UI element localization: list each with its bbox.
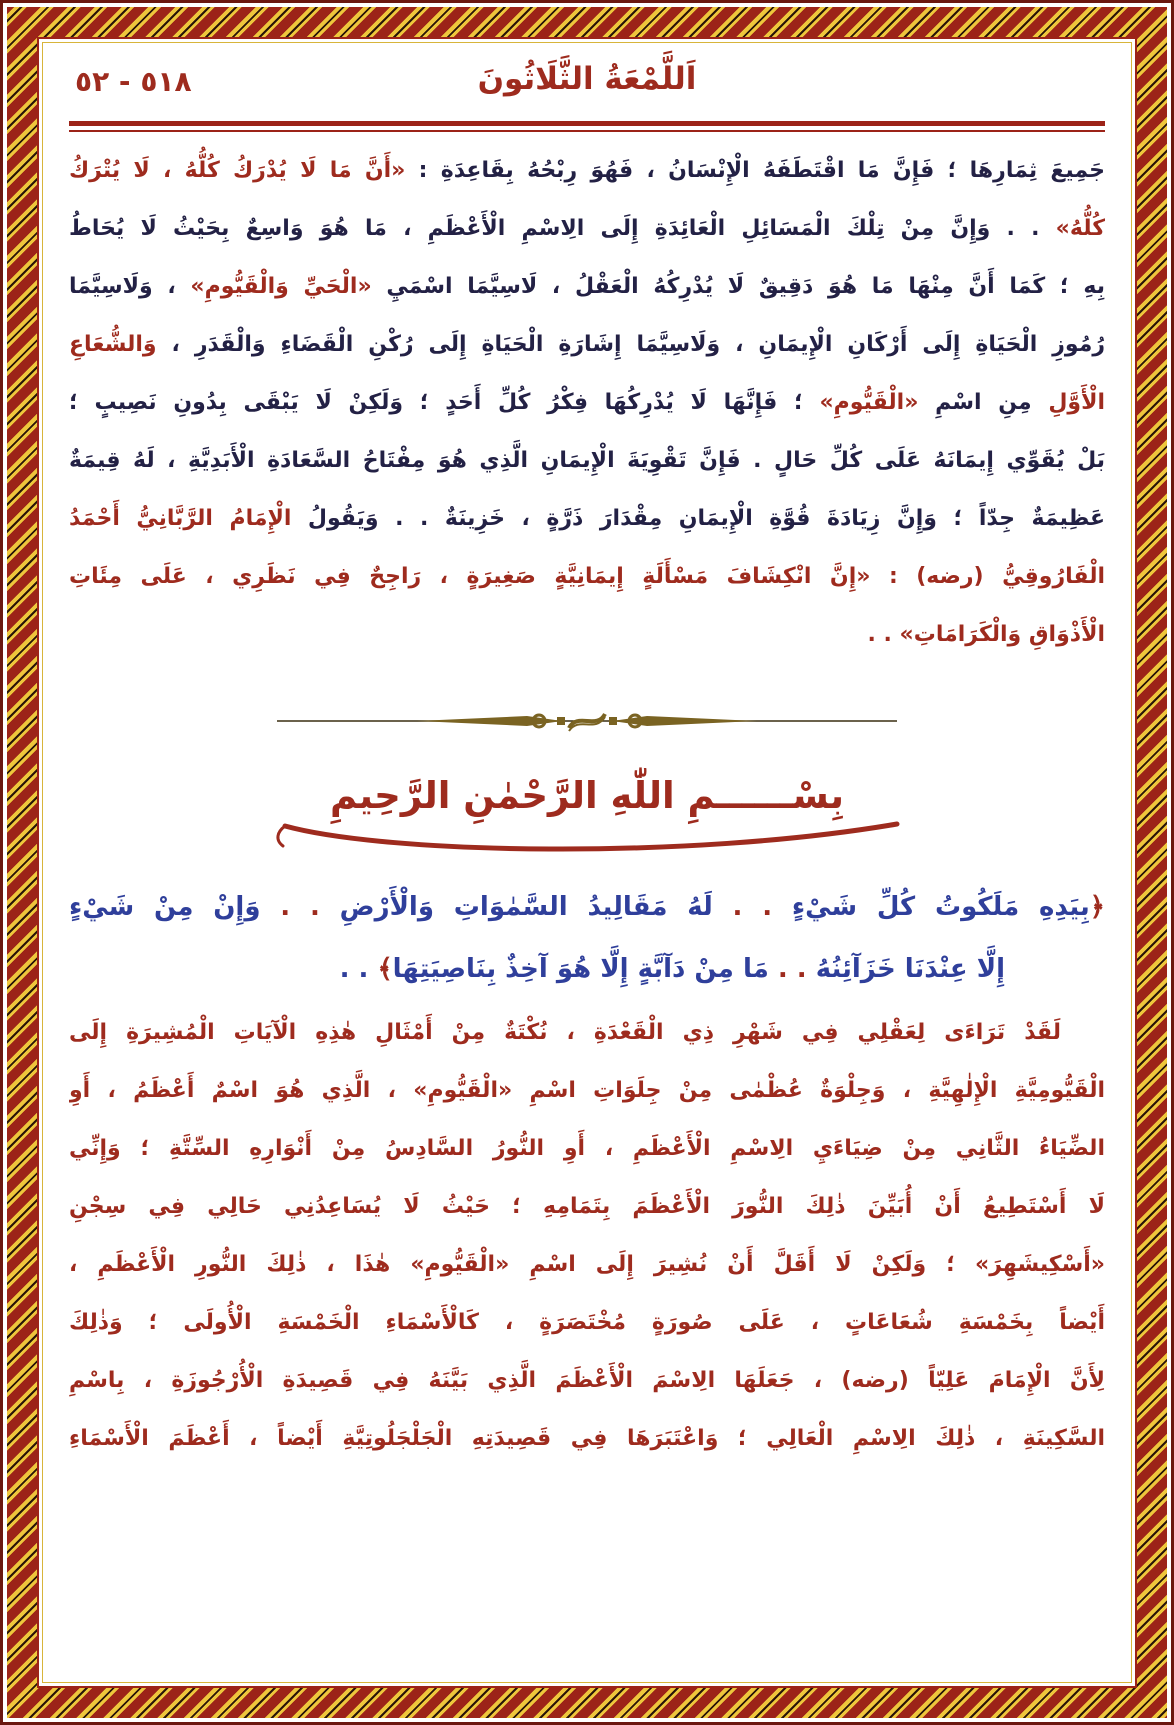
text-segment: . . <box>768 954 816 984</box>
text-segment: . . وَإِنَّ مِنْ تِلْكَ الْمَسَائِلِ الْعَائِدَةِ إِلَى الِاسْمِ الْأَعْظَمِ ، مَا هُوَ وَاسِعٌ بِحَيْثُ لَا يُحَاطُ <box>69 216 1056 241</box>
text-line <box>69 938 1005 1000</box>
page-number: ٥١٨ - ٥٢ <box>75 65 192 98</box>
text-segment: بِيَدِهِ مَلَكُوتُ كُلِّ شَيْءٍ <box>791 892 1090 922</box>
text-segment: . . <box>339 954 378 984</box>
text-segment: . . <box>260 892 340 922</box>
text-line <box>69 258 1105 316</box>
text-segment: لَقَدْ تَرَاءَى لِعَقْلِي فِي شَهْرِ ذِي الْقَعْدَةِ ، نُكْتَةٌ مِنْ أَمْثَالِ هٰذِهِ الْآيَاتِ الْمُشِيرَةِ إِلَى <box>69 1020 1061 1045</box>
text-segment: وَالشُّعَاعِ <box>69 332 157 357</box>
text-segment: رُمُوزِ الْحَيَاةِ إِلَى أَرْكَانِ الْإِيمَانِ ، وَلَاسِيَّمَا إِشَارَةِ الْحَيَاةِ إِلَى رُكْنِ الْقَضَاءِ وَالْقَدَرِ ، <box>156 332 1105 357</box>
text-segment: ﴿ <box>1089 892 1105 922</box>
text-segment: ، وَلَاسِيَّمَا <box>69 274 191 299</box>
text-segment: السَّكِينَةِ ، ذٰلِكَ الِاسْمِ الْعَالِي ؛ وَاعْتَبَرَهَا فِي قَصِيدَتِهِ الْجَلْجَلُوتِيَّةِ أَيْضاً ، أَعْظَمَ الْأَسْمَاءِ <box>69 1426 1105 1451</box>
text-line <box>69 316 1105 374</box>
text-segment: الضِّيَاءُ الثَّانِي مِنْ ضِيَاءَيِ الِاسْمِ الْأَعْظَمِ ، أَوِ النُّورُ السَّادِسُ مِنْ أَنْوَارِهِ السِّتَّةِ ؛ وَإِنِّي <box>69 1136 1105 1161</box>
text-segment: الْقَيُّومِيَّةِ الْإِلٰهِيَّةِ ، وَجِلْوَةٌ عُظْمٰى مِنْ جِلَوَاتِ اسْمِ «الْقَيُّومِ» ، الَّذِي هُوَ اسْمٌ أَعْظَمُ ، أَوِ <box>69 1078 1105 1103</box>
text-line <box>69 1004 1105 1062</box>
text-segment: الْأَوَّلِ <box>1048 390 1105 415</box>
text-segment: لِأَنَّ الْإِمَامَ عَلِيّاً (رضه) ، جَعَلَهَا الِاسْمَ الْأَعْظَمَ الَّذِي بَيَّنَهُ فِي قَصِيدَةِ الْأُرْجُوزَةِ ، بِاسْمِ <box>69 1368 1105 1393</box>
page-header <box>69 53 1105 119</box>
text-line <box>69 490 1105 548</box>
text-line <box>69 1120 1105 1178</box>
quran-verse <box>69 876 1105 1000</box>
text-segment: . . <box>712 892 792 922</box>
text-segment: مَا مِنْ دَآبَّةٍ إِلَّا هُوَ آخِذٌ بِنَاصِيَتِهَا <box>392 954 769 984</box>
text-segment: وَإِنْ مِنْ شَيْءٍ <box>69 892 261 922</box>
text-segment: ؛ فَإِنَّهَا لَا يُدْرِكُهَا فِكْرُ كُلِّ أَحَدٍ ؛ وَلَكِنْ لَا يَبْقَى بِدُونِ نَصِيبٍ ؛ <box>69 390 820 415</box>
text-line <box>69 1352 1105 1410</box>
text-segment: لَا أَسْتَطِيعُ أَنْ أُبَيِّنَ ذٰلِكَ النُّورَ الْأَعْظَمَ بِتَمَامِهِ ؛ حَيْثُ لَا يُسَاعِدُنِي حَالِي فِي سِجْنِ <box>69 1194 1105 1219</box>
header-rule <box>69 121 1105 132</box>
text-segment: «الْقَيُّومِ» <box>819 390 919 415</box>
text-segment: مِنِ اسْمِ <box>918 390 1049 415</box>
text-segment: عَظِيمَةٌ جِدّاً ؛ وَإِنَّ زِيَادَةَ قُوَّةِ الْإِيمَانِ مِقْدَارَ ذَرَّةٍ ، خَزِينَةٌ . . وَيَقُولُ <box>291 506 1105 531</box>
section-divider <box>69 708 1105 738</box>
text-segment: «الْحَيِّ وَالْقَيُّومِ» <box>190 274 372 299</box>
text-segment: الْفَارُوقِيُّ (رضه) : «إِنَّ انْكِشَافَ مَسْأَلَةٍ إِيمَانِيَّةٍ صَغِيرَةٍ ، رَاجِحٌ فِي نَظَرِي ، عَلَى مِئَاتِ <box>69 564 1105 589</box>
bismillah-text: بِسْــــــمِ اللّٰهِ الرَّحْمٰنِ الرَّحِيمِ <box>330 774 844 817</box>
text-segment: بِهِ ؛ كَمَا أَنَّ مِنْهَا مَا هُوَ دَقِيقٌ لَا يُدْرِكُهُ الْعَقْلُ ، لَاسِيَّمَا اسْمَيِ <box>371 274 1105 299</box>
text-segment: بَلْ يُقَوِّي إِيمَانَهُ عَلَى كُلِّ حَالٍ . فَإِنَّ تَقْوِيَةَ الْإِيمَانِ الَّذِي هُوَ مِفْتَاحُ السَّعَادَةِ الْأَبَدِيَّةِ ، لَهُ قِيمَةٌ <box>69 448 1105 473</box>
text-line <box>69 200 1105 258</box>
text-line <box>69 876 1105 938</box>
text-line <box>69 142 1105 200</box>
text-segment: جَمِيعَ ثِمَارِهَا ؛ فَإِنَّ مَا اقْتَطَفَهُ الْإِنْسَانُ ، فَهُوَ رِبْحُهُ بِقَاعِدَةِ : <box>405 158 1105 183</box>
text-segment: أَيْضاً بِخَمْسَةِ شُعَاعَاتٍ ، عَلَى صُورَةٍ مُخْتَصَرَةٍ ، كَالْأَسْمَاءِ الْخَمْسَةِ الْأُولَى ؛ وَذٰلِكَ <box>69 1310 1105 1335</box>
text-segment: إِلَّا عِنْدَنَا خَزَآئِنُهُ <box>815 954 1005 984</box>
text-line <box>69 606 1105 664</box>
text-segment: «أَسْكِيشَهِرَ» ؛ وَلَكِنْ لَا أَقَلَّ أَنْ نُشِيرَ إِلَى اسْمِ «الْقَيُّومِ» هٰذَا ، ذٰلِكَ النُّورِ الْأَعْظَمِ ، <box>69 1252 1105 1277</box>
divider-ornament-icon <box>277 708 897 734</box>
text-line <box>69 1178 1105 1236</box>
text-line <box>69 374 1105 432</box>
text-segment: الْأَذْوَاقِ وَالْكَرَامَاتِ» . . <box>867 622 1105 647</box>
body-content <box>69 142 1105 1468</box>
text-line <box>69 1062 1105 1120</box>
ornamental-border <box>7 7 1167 1718</box>
text-line <box>69 432 1105 490</box>
text-segment: ﴾ <box>377 954 393 984</box>
page-content-area <box>37 37 1137 1688</box>
qayyum-paragraph <box>69 1004 1105 1468</box>
intro-paragraph <box>69 142 1105 664</box>
page-title: اَللَّمْعَةُ الثَّلَاثُونَ <box>477 61 697 97</box>
text-segment: لَهُ مَقَالِيدُ السَّمٰوَاتِ وَالْأَرْضِ <box>339 892 713 922</box>
text-line <box>69 1410 1105 1468</box>
text-segment: كُلُّهُ» <box>1055 216 1105 241</box>
text-line <box>69 1236 1105 1294</box>
text-line <box>69 548 1105 606</box>
text-line <box>69 1294 1105 1352</box>
bismillah <box>69 764 1105 854</box>
text-segment: «أَنَّ مَا لَا يُدْرَكُ كُلُّهُ ، لَا يُتْرَكُ <box>69 158 406 183</box>
text-segment: الْإِمَامُ الرَّبَّانِيُّ أَحْمَدُ <box>69 506 292 531</box>
